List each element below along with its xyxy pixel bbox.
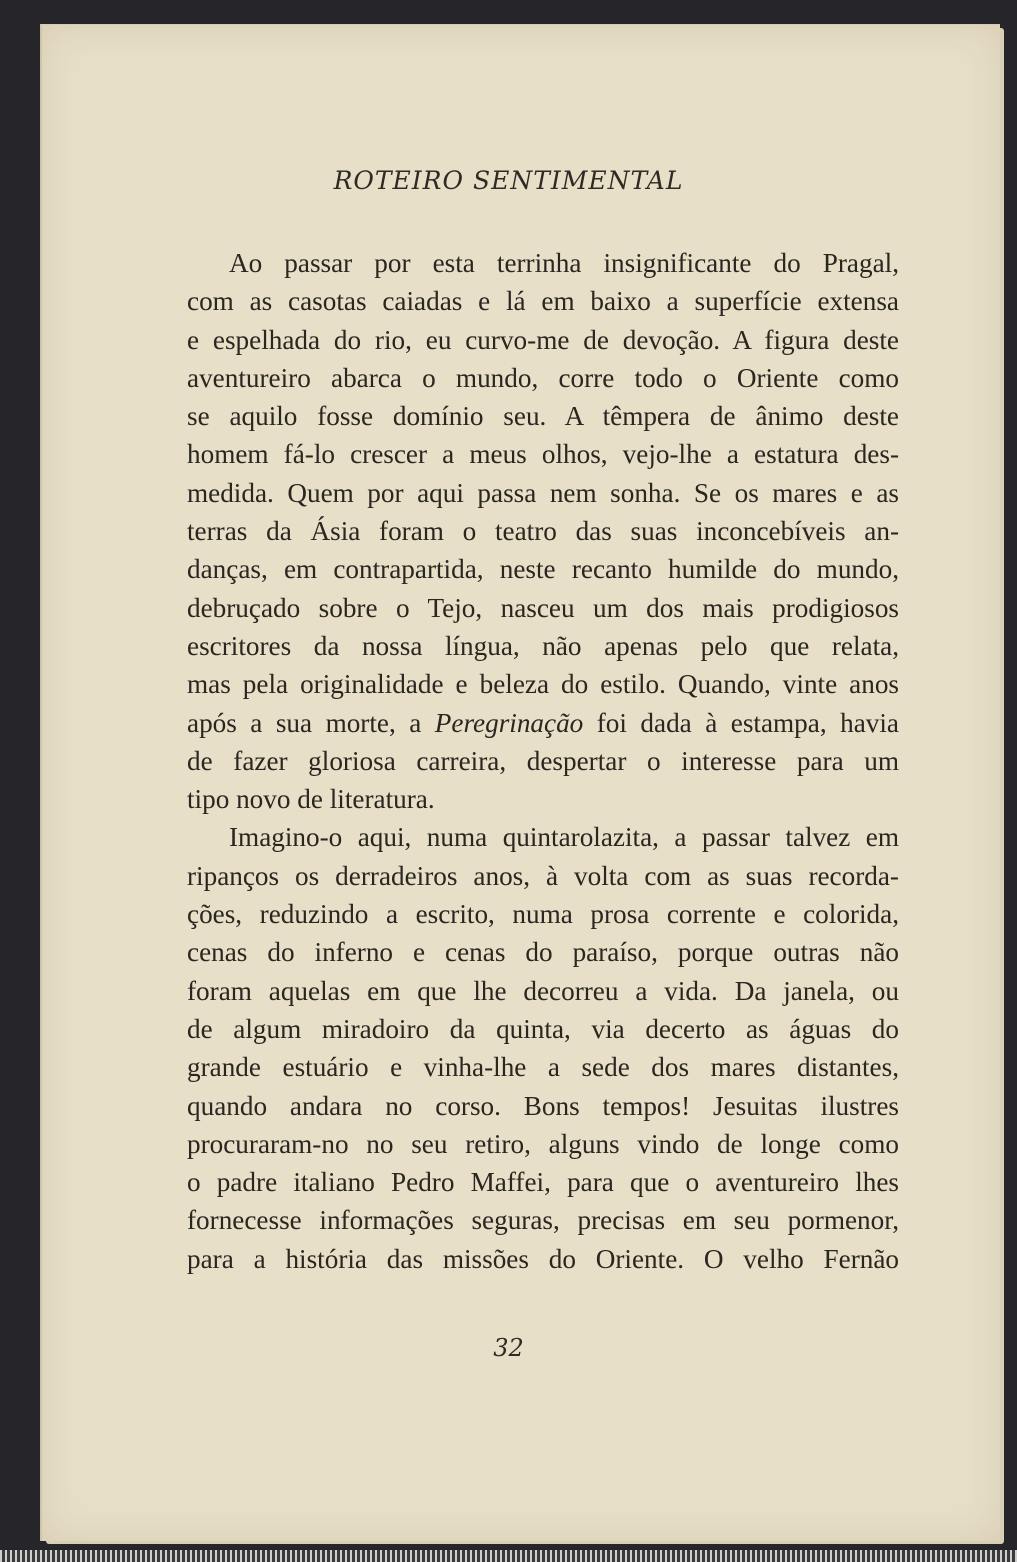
text-line: de algum miradoiro da quinta, via decerto as águas do [187,1013,899,1044]
text-line-with-title [187,704,899,742]
text-line: debruçado sobre o Tejo, nasceu um dos mais prodigiosos [187,592,899,623]
text-line: quando andara no corso. Bons tempos! Jesuitas ilustres [187,1090,899,1121]
text-line: danças, em contrapartida, neste recanto humilde do mundo, [187,554,899,585]
text-line: fornecesse informações seguras, precisas em seu pormenor, [187,1205,899,1236]
text-line: ções, reduzindo a escrito, numa prosa corrente e colorida, [187,899,899,930]
text-segment: após a sua morte, a [187,707,435,738]
text-line: escritores da nossa língua, não apenas pelo que relata, [187,630,899,661]
text-segment: foi dada à estampa, havia [583,707,899,738]
text-line: se aquilo fosse domínio seu. A têmpera de ânimo deste [187,401,899,432]
text-line: mas pela originalidade e beleza do estilo. Quando, vinte anos [187,669,899,700]
text-line: foram aquelas em que lhe decorreu a vida. Da janela, ou [187,975,899,1006]
text-line: medida. Quem por aqui passa nem sonha. Se os mares e as [187,477,899,508]
text-line: ripanços os derradeiros anos, à volta com as suas recorda- [187,860,899,891]
text-line: procuraram-no no seu retiro, alguns vindo de longe como [187,1128,899,1159]
text-line: homem fá-lo crescer a meus olhos, vejo-lhe a estatura des- [187,439,899,470]
text-line: grande estuário e vinha-lhe a sede dos mares distantes, [187,1052,899,1083]
text-line: Ao passar por esta terrinha insignificante do Pragal, [229,248,899,278]
text-line: Imagino-o aqui, numa quintarolazita, a passar talvez em [229,822,899,853]
text-line: o padre italiano Pedro Maffei, para que o aventureiro lhes [187,1167,899,1198]
running-header: ROTEIRO SENTIMENTAL [333,166,684,195]
text-line: para a história das missões do Oriente. O velho Fernão [187,1243,899,1274]
text-line: aventureiro abarca o mundo, corre todo o Oriente como [187,362,899,393]
body-text [187,244,899,1278]
text-line: e espelhada do rio, eu curvo-me de devoção. A figura deste [187,324,899,355]
page-number: 32 [493,1334,524,1362]
book-title: Peregrinação [434,707,584,738]
text-line: terras da Ásia foram o teatro das suas inconcebíveis an- [187,516,899,547]
text-line: com as casotas caiadas e lá em baixo a superfície extensa [187,286,899,317]
text-line: tipo novo de literatura. [187,784,435,815]
text-line: de fazer gloriosa carreira, despertar o interesse para um [187,745,899,776]
scan-ruler [0,1550,1017,1562]
text-line: cenas do inferno e cenas do paraíso, porque outras não [187,937,899,968]
